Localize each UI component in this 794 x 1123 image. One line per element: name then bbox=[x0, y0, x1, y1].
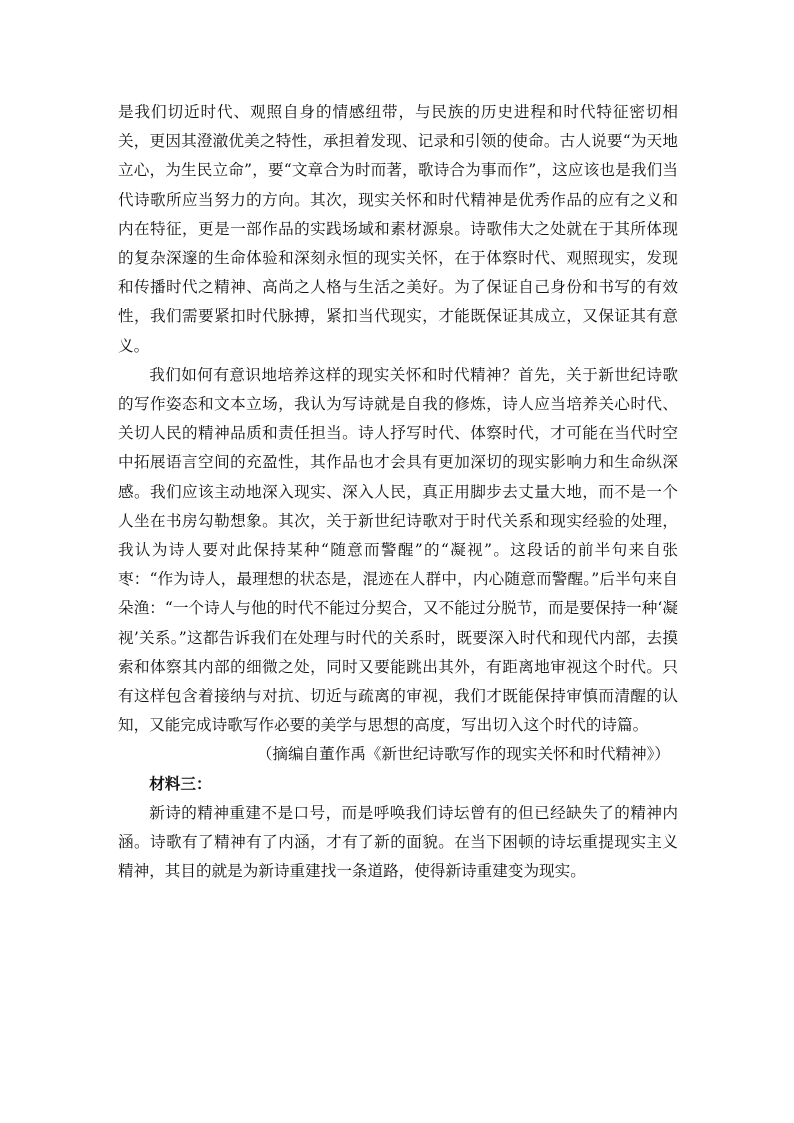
material-three-heading: 材料三： bbox=[149, 774, 212, 793]
article-body bbox=[118, 98, 678, 886]
paragraph-continuation: 是我们切近时代、观照自身的情感纽带，与民族的历史进程和时代特征密切相关，更因其澄澈优美之特性，承担着发现、记录和引领的使命。古人说要“为天地立心，为生民立命”，要“文章合为时而著，歌诗合为事而作”，这应该也是我们当代诗歌所应当努力的方向。其次，现实关怀和时代精神是优秀作品的应有之义和内在特征，更是一部作品的实践场域和素材源泉。诗歌伟大之处就在于其所体现的复杂深邃的生命体验和深刻永恒的现实关怀，在于体察时代、观照现实，发现和传播时代之精神、高尚之人格与生活之美好。为了保证自己身份和书写的有效性，我们需要紧扣时代脉搏，紧扣当代现实，才能既保证其成立，又保证其有意义。 bbox=[118, 103, 678, 355]
source-citation: （摘编自董作禹《新世纪诗歌写作的现实关怀和时代精神》） bbox=[256, 745, 670, 764]
material-three-paragraph: 新诗的精神重建不是口号，而是呼唤我们诗坛曾有的但已经缺失了的精神内涵。诗歌有了精神有了内涵，才有了新的面貌。在当下困顿的诗坛重提现实主义精神，其目的就是为新诗重建找一条道路，使得新诗重建变为现实。 bbox=[118, 803, 678, 881]
paragraph-cultivation: 我们如何有意识地培养这样的现实关怀和时代精神？首先，关于新世纪诗歌的写作姿态和文本立场，我认为写诗就是自我的修炼，诗人应当培养关心时代、关切人民的精神品质和责任担当。诗人抒写时代、体察时代，才可能在当代时空中拓展语言空间的充盈性，其作品也才会具有更加深切的现实影响力和生命纵深感。我们应该主动地深入现实、深入人民，真正用脚步去丈量大地，而不是一个人坐在书房勾勒想象。其次，关于新世纪诗歌对于时代关系和现实经验的处理，我认为诗人要对此保持某种“随意而警醒”的“凝视”。这段话的前半句来自张枣：“作为诗人，最理想的状态是，混迹在人群中，内心随意而警醒。”后半句来自朵渔：“一个诗人与他的时代不能过分契合，又不能过分脱节，而是要保持一种‘凝视’关系。”这都告诉我们在处理与时代的关系时，既要深入时代和现代内部，去摸索和体察其内部的细微之处，同时又要能跳出其外，有距离地审视这个时代。只有这样包含着接纳与对抗、切近与疏离的审视，我们才既能保持审慎而清醒的认知，又能完成诗歌写作必要的美学与思想的高度，写出切入这个时代的诗篇。 bbox=[118, 365, 678, 735]
